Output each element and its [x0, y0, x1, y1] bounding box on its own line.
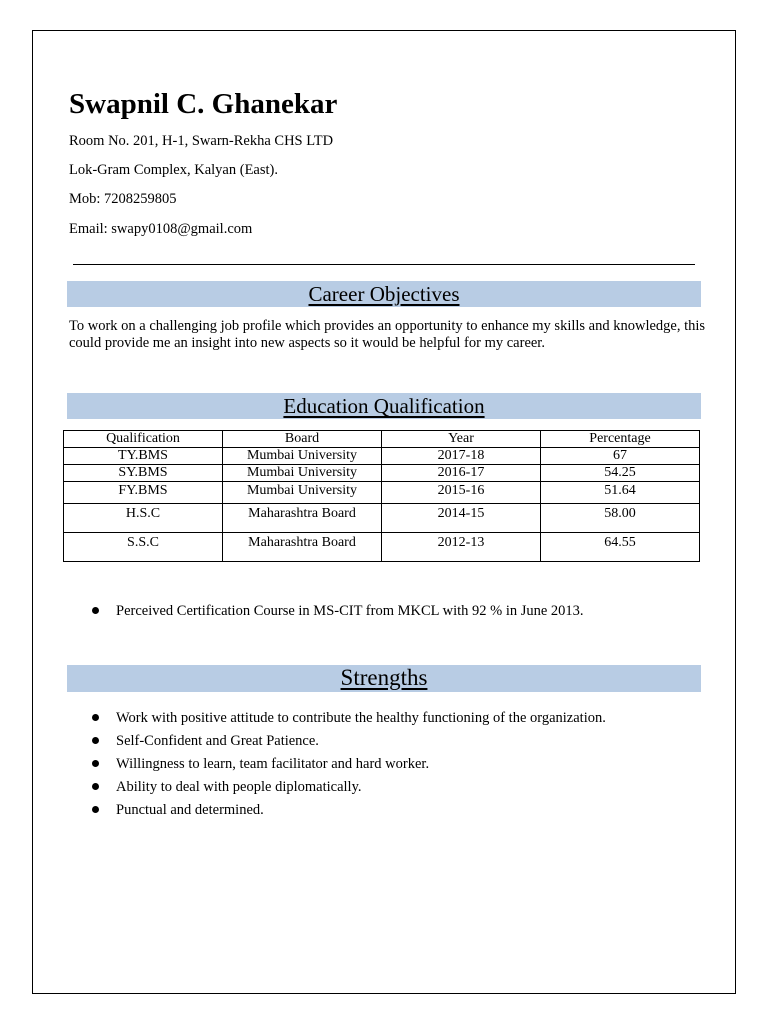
list-item — [90, 730, 606, 753]
strength-text: Willingness to learn, team facilitator and hard worker. — [116, 756, 430, 772]
cell-percentage: 64.55 — [541, 533, 700, 562]
list-item — [90, 707, 606, 730]
education-table-header-row — [64, 431, 700, 448]
candidate-name: Swapnil C. Ghanekar — [69, 88, 338, 120]
strengths-title: Strengths — [340, 665, 428, 690]
education-title: Education Qualification — [283, 394, 485, 418]
list-item — [90, 600, 584, 623]
bullet-icon — [92, 783, 99, 790]
cell-year: 2012-13 — [382, 533, 541, 562]
cell-qualification: H.S.C — [64, 504, 223, 533]
bullet-icon — [92, 714, 99, 721]
bullet-icon — [92, 806, 99, 813]
list-item — [90, 753, 606, 776]
cell-board: Mumbai University — [223, 465, 382, 482]
strength-text: Punctual and determined. — [116, 802, 264, 818]
cell-year: 2014-15 — [382, 504, 541, 533]
cell-percentage: 54.25 — [541, 465, 700, 482]
cell-qualification: TY.BMS — [64, 448, 223, 465]
column-header-year: Year — [382, 431, 541, 448]
cell-year: 2015-16 — [382, 482, 541, 504]
table-row — [64, 465, 700, 482]
bullet-icon — [92, 607, 99, 614]
career-objectives-title: Career Objectives — [308, 282, 460, 306]
cell-board: Mumbai University — [223, 482, 382, 504]
column-header-board: Board — [223, 431, 382, 448]
table-row — [64, 504, 700, 533]
cell-percentage: 51.64 — [541, 482, 700, 504]
table-row — [64, 448, 700, 465]
column-header-percentage: Percentage — [541, 431, 700, 448]
table-row — [64, 533, 700, 562]
column-header-qualification: Qualification — [64, 431, 223, 448]
cell-qualification: SY.BMS — [64, 465, 223, 482]
certification-text: Perceived Certification Course in MS-CIT from MKCL with 92 % in June 2013. — [116, 603, 584, 619]
cell-percentage: 67 — [541, 448, 700, 465]
cell-qualification: FY.BMS — [64, 482, 223, 504]
education-table — [63, 430, 700, 562]
cell-board: Maharashtra Board — [223, 504, 382, 533]
cell-board: Mumbai University — [223, 448, 382, 465]
email-address: Email: swapy0108@gmail.com — [69, 221, 253, 237]
cell-year: 2016-17 — [382, 465, 541, 482]
strength-text: Ability to deal with people diplomatically. — [116, 779, 362, 795]
cell-year: 2017-18 — [382, 448, 541, 465]
strengths-list — [90, 707, 606, 822]
table-row — [64, 482, 700, 504]
cell-board: Maharashtra Board — [223, 533, 382, 562]
header-divider — [73, 264, 695, 265]
education-header — [67, 393, 701, 419]
strength-text: Work with positive attitude to contribute the healthy functioning of the organization. — [116, 710, 606, 726]
cell-qualification: S.S.C — [64, 533, 223, 562]
bullet-icon — [92, 760, 99, 767]
strength-text: Self-Confident and Great Patience. — [116, 733, 319, 749]
cell-percentage: 58.00 — [541, 504, 700, 533]
bullet-icon — [92, 737, 99, 744]
mobile-number: Mob: 7208259805 — [69, 191, 177, 207]
career-objectives-text: To work on a challenging job profile which provides an opportunity to enhance my skills and knowledge, this could provide me an insight into new aspects so it would be helpful for my career. — [69, 318, 706, 351]
career-objectives-header — [67, 281, 701, 307]
address-line-1: Room No. 201, H-1, Swarn-Rekha CHS LTD — [69, 133, 334, 149]
address-line-2: Lok-Gram Complex, Kalyan (East). — [69, 162, 278, 178]
certification-list — [90, 600, 584, 623]
list-item — [90, 776, 606, 799]
strengths-header — [67, 665, 701, 692]
list-item — [90, 799, 606, 822]
